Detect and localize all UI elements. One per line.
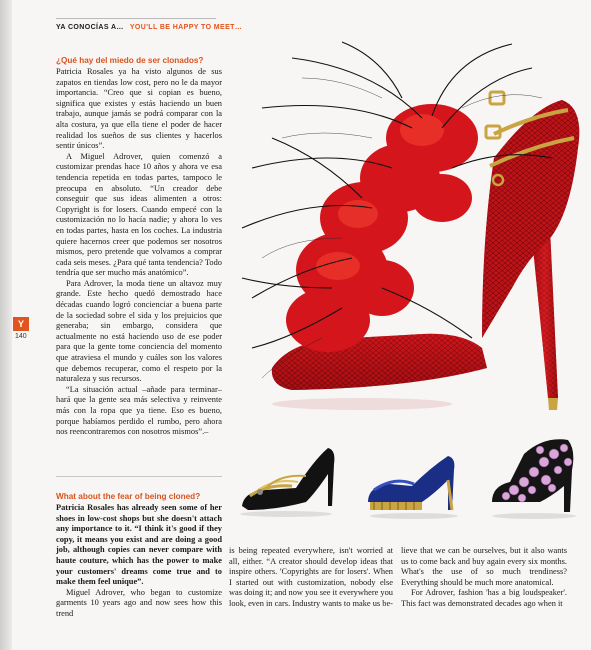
english-column-3 [401, 546, 567, 610]
section-label-es: YA CONOCÍAS A… [56, 24, 124, 31]
blue-platform-pump-image [364, 446, 464, 520]
section-tab: Y [13, 317, 29, 331]
paragraph-es-3: Para Adrover, la moda tiene un altavoz muy grande. Este hecho quedó demostrado hace décadas cuando logró concienciar a buena parte de la sociedad sobre el sida y los prejuicios que generaba; sin embargo, considera que actualmente no está haciendo uso de ese poder para que la gente tome conciencia del momento que atraviesa el mundo y cuáles son los valores que debemos recuperar, como el respeto por la naturaleza y sus recursos. [56, 278, 222, 384]
paragraph-es-2: A Miguel Adrover, quien comenzó a customizar prendas hace 10 años y ahora ve esa tendencia repetida en todas partes, tampoco le preocupa en absoluto. “Un creador debe conseguir que sus ideas alimenten a otros: Copyright is for losers. Cuando empecé con la customización no lo hacía nadie; y ahora lo ves en todas partes, hasta en los coches. La industria quiere hacernos creer que podemos ser nosotros mismos, pero pretende que volvamos a comprar cada seis meses. ¿Para qué tanta tendencia? Todo tendría que ser mucho más anatómico”. [56, 151, 222, 278]
page-gutter [0, 0, 12, 650]
question-en: What about the fear of being cloned? [56, 492, 201, 501]
paragraph-en-3: is being repeated everywhere, isn't worried at all, either. “A creator should develop ideas that inspire others. 'Copyrights are for losers'. When I started out with customization, nobody else was doing it; and now you see it everywhere you look, even in cars. Industry wants to make us be- [229, 546, 393, 608]
paragraph-en-1: Patricia Rosales has already seen some of her shoes in low-cost shops but she doesn't attach any importance to it. “I think it's good if they copy, it means you exist and are doing a good job, although copies can never compare with haute couture, which has the power to make your customers' dreams come true and to make them feel unique”. [56, 503, 222, 587]
page-number: 140 [15, 333, 27, 340]
feather-sandal-image [232, 38, 588, 422]
header-rule [56, 18, 216, 19]
paragraph-es-4: “La situación actual –añade para terminar– hará que la gente sea más selectiva y reinvente más con la ropa que ya tiene. Eso es bueno, porque habíamos perdido el rumbo, pero ahora nos reencontraremos con nosotros mismos”.– [56, 384, 222, 437]
section-header [56, 24, 242, 31]
paragraph-en-4: lieve that we can be ourselves, but it also wants us to come back and buy again every six months. What's the use of so much trendiness? Everything should be much more anatomical. [401, 546, 567, 587]
english-column-1 [56, 503, 222, 620]
section-label-en: YOU'LL BE HAPPY TO MEET… [129, 24, 243, 31]
black-pump-image [236, 440, 340, 520]
english-column-2 [229, 546, 393, 610]
sequin-bootie-image [484, 430, 580, 520]
paragraph-es-1: Patricia Rosales ya ha visto algunos de sus zapatos en tiendas low cost, pero no le da mayor importancia. “Creo que si copian es bueno, significa que existes y estás haciendo un buen trabajo, aunque jamás se podrá comparar con la alta costura, ya que ella tiene el poder de hacer realidad los sueños de sus clientes y hacerlos sentir únicos”. [56, 67, 222, 151]
paragraph-en-2: Miguel Adrover, who began to customize garments 10 years ago and now sees how this trend [56, 587, 222, 618]
question-es: ¿Qué hay del miedo de ser clonados? [56, 56, 204, 65]
spanish-column [56, 67, 222, 438]
paragraph-en-5: For Adrover, fashion 'has a big loudspeaker'. This fact was demonstrated decades ago when it [401, 588, 567, 608]
language-separator [56, 476, 222, 477]
